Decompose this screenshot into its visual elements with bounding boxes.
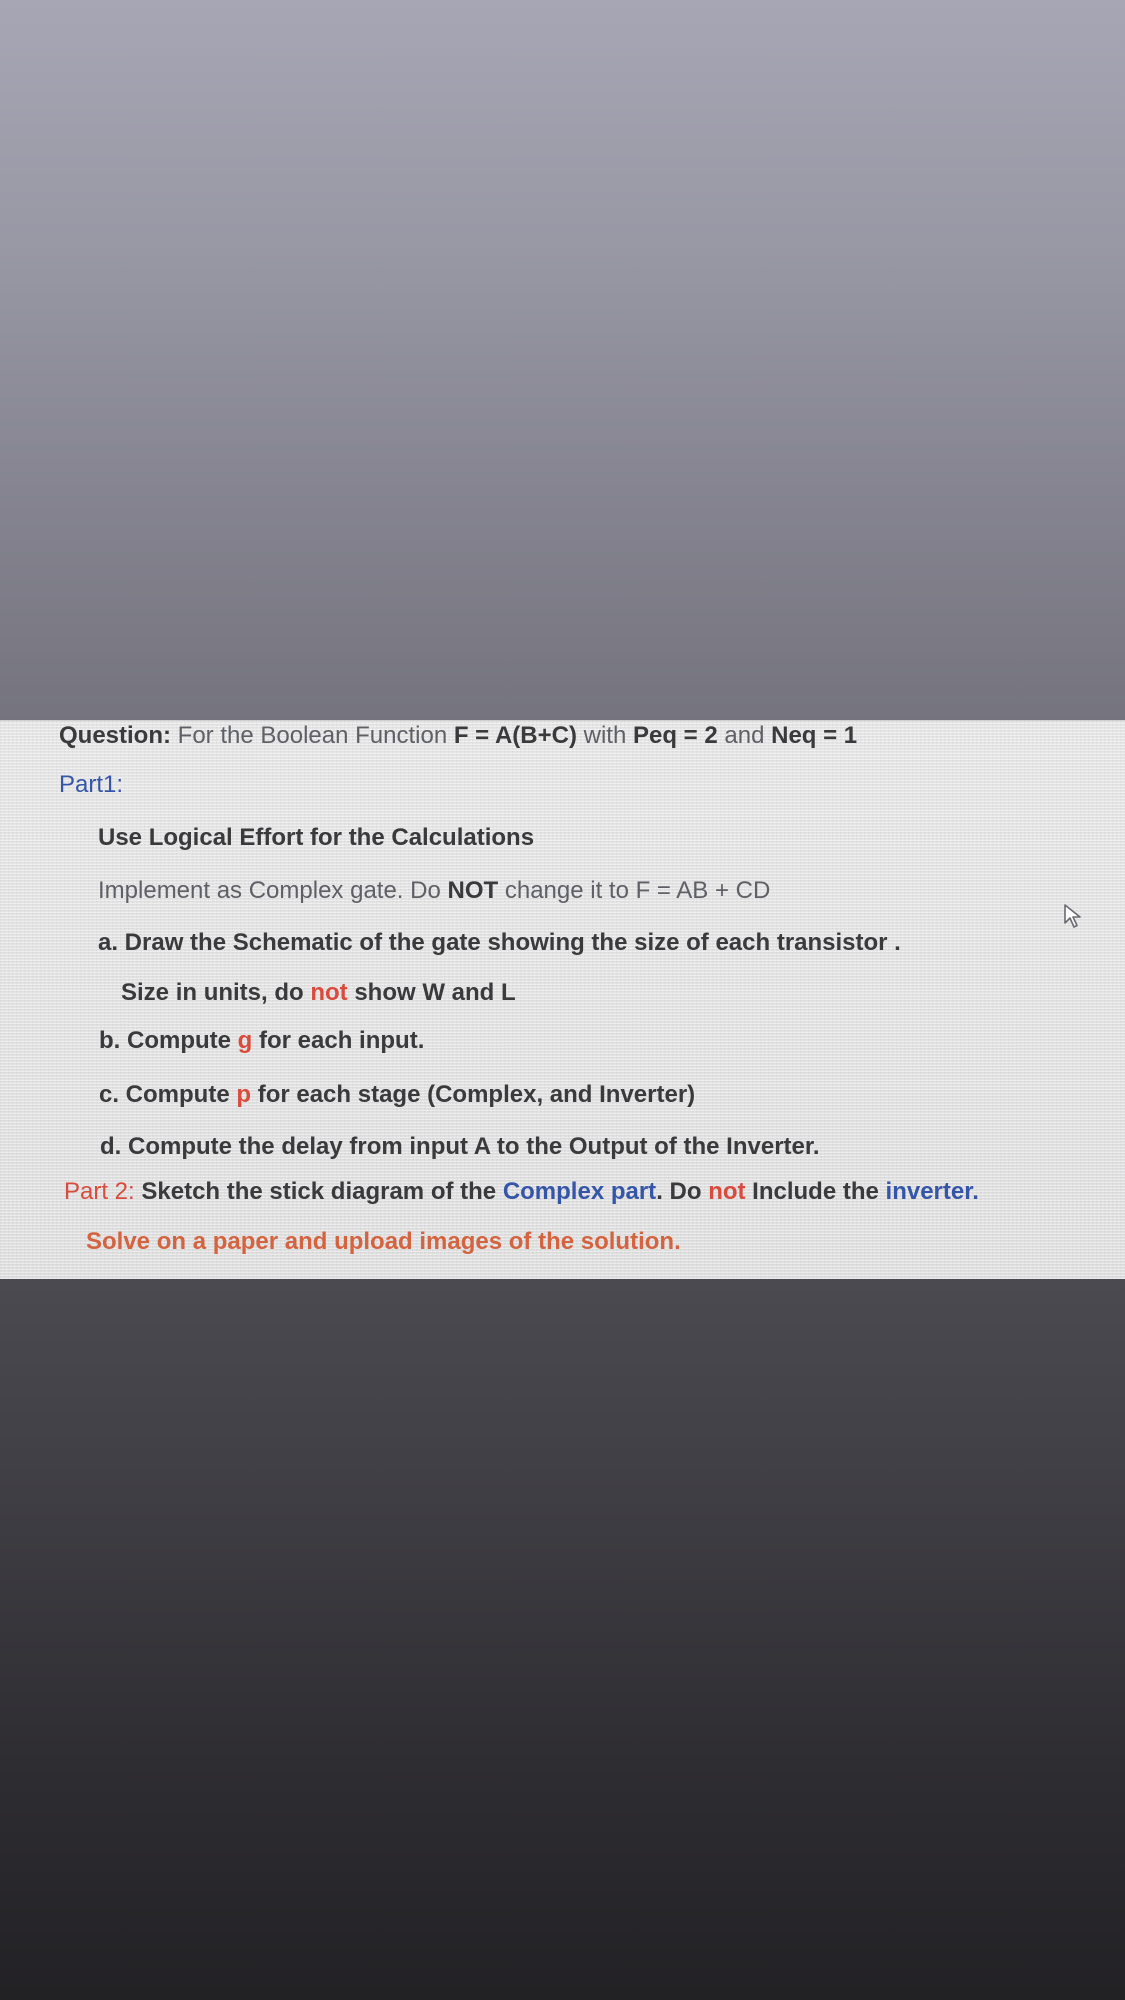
implement-prefix: Implement as Complex gate. Do	[98, 877, 441, 904]
size-suffix: show W and L	[354, 979, 516, 1006]
part2-label: Part 2:	[64, 1178, 135, 1205]
size-line	[121, 979, 516, 1007]
complex-part: Complex part	[502, 1178, 657, 1205]
item-a: a. Draw the Schematic of the gate showing the size of each transistor .	[98, 929, 901, 956]
part2-text3: Include the	[752, 1178, 879, 1205]
part2-line	[64, 1178, 979, 1206]
part2-inverter: inverter.	[885, 1178, 979, 1205]
peq-value: Peq = 2	[633, 722, 718, 749]
use-logical-effort-line: Use Logical Effort for the Calculations	[98, 824, 535, 851]
part2-text1: Sketch the stick diagram of the	[141, 1178, 497, 1205]
background-top	[0, 0, 1125, 720]
item-b	[99, 1027, 424, 1055]
implement-not: NOT	[447, 877, 499, 904]
implement-line	[98, 877, 770, 905]
part1-label: Part1:	[59, 771, 124, 798]
background-bottom	[0, 1279, 1125, 2000]
item-c-prefix: c. Compute	[99, 1081, 230, 1108]
neq-value: Neq = 1	[771, 722, 858, 749]
item-c-suffix: for each stage (Complex, and Inverter)	[257, 1081, 696, 1108]
question-prefix: For the Boolean Function	[177, 722, 448, 749]
item-d: d. Compute the delay from input A to the Output of the Inverter.	[100, 1133, 820, 1160]
question-line	[59, 722, 857, 750]
mouse-pointer-icon	[1063, 903, 1085, 929]
part2-not: not	[708, 1178, 746, 1205]
boolean-function: F = A(B+C)	[453, 722, 577, 749]
item-b-suffix: for each input.	[259, 1027, 425, 1054]
question-with: with	[583, 722, 627, 749]
part2-text2: . Do	[656, 1178, 702, 1205]
item-b-var: g	[237, 1027, 253, 1054]
size-not: not	[310, 979, 348, 1006]
implement-suffix: change it to F = AB + CD	[504, 877, 771, 904]
item-b-prefix: b. Compute	[99, 1027, 231, 1054]
question-label: Question:	[59, 722, 171, 749]
size-prefix: Size in units, do	[121, 979, 304, 1006]
question-and: and	[724, 722, 765, 749]
item-c-var: p	[236, 1081, 252, 1108]
item-c	[99, 1081, 695, 1109]
solve-instruction: Solve on a paper and upload images of the solution.	[86, 1228, 681, 1255]
